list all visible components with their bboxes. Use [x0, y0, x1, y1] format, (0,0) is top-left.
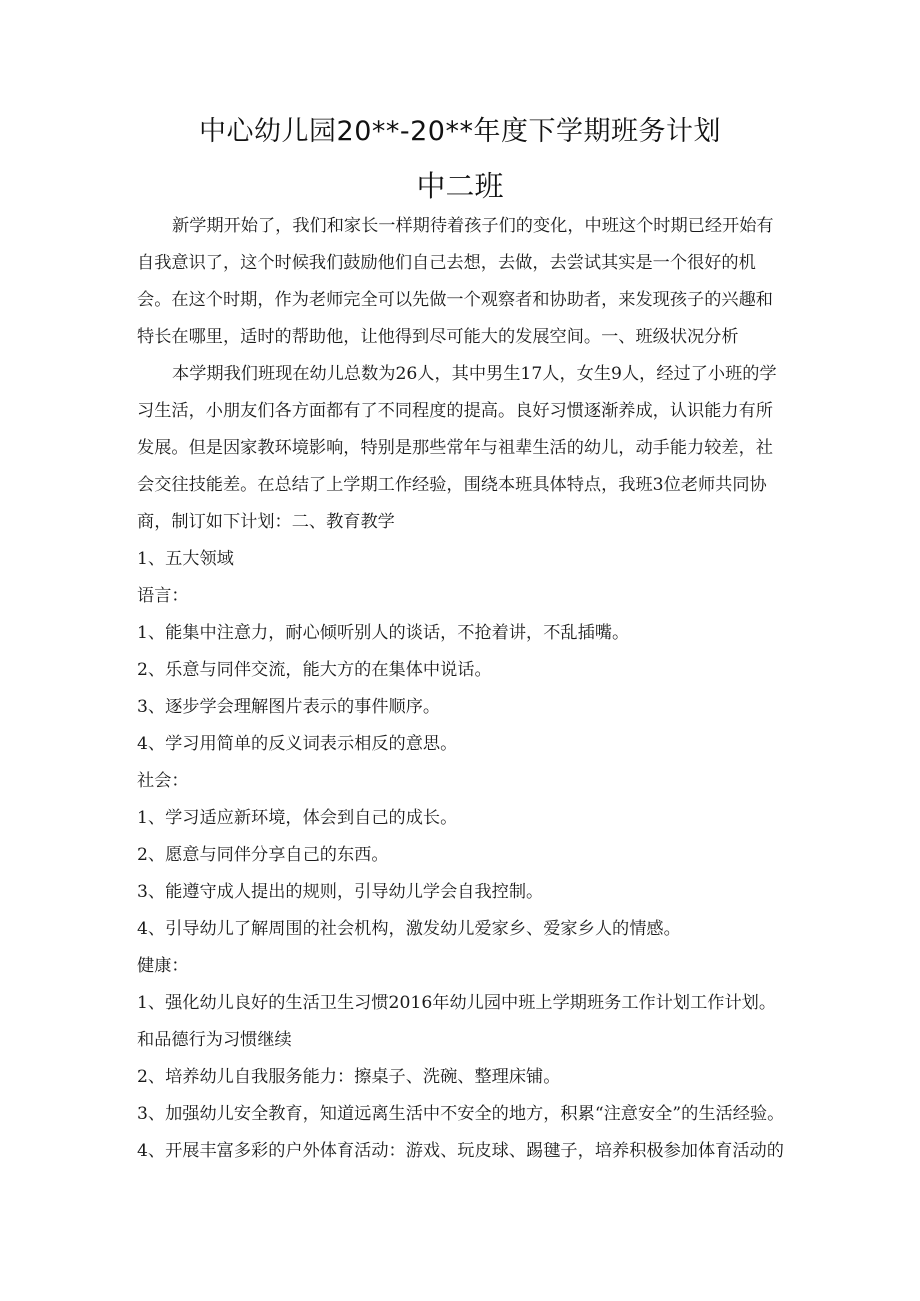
- society-heading: 社会：: [137, 771, 189, 791]
- class-name-subtitle: 中二班: [416, 169, 504, 203]
- health-heading: 健康：: [137, 956, 189, 976]
- health-item: 3、加强幼儿安全教育，知道远离生活中不安全的地方，积累“注意安全”的生活经验。: [137, 1104, 785, 1124]
- language-item: 3、逐步学会理解图片表示的事件顺序。: [137, 697, 441, 717]
- society-item: 4、引导幼儿了解周围的社会机构，激发幼儿爱家乡、爱家乡人的情感。: [137, 919, 681, 939]
- society-item: 1、学习适应新环境，体会到自己的成长。: [137, 808, 458, 828]
- section-heading-five-domains: 1、五大领域: [137, 549, 234, 569]
- intro-paragraph: 新学期开始了，我们和家长一样期待着孩子们的变化，中班这个时期已经开始有自我意识了，这个时候我们鼓励他们自己去想，去做，去尝试其实是一个很好的机会。在这个时期，作为老师完全可以先做一个观察者和协助者，来发现孩子的兴趣和特长在哪里，适时的帮助他，让他得到尽可能大的发展空间。一、班级状况分析: [137, 216, 774, 347]
- document-title: 中心幼儿园20**-20**年度下学期班务计划: [199, 116, 721, 147]
- document-body: [137, 208, 787, 1170]
- language-heading: 语言：: [137, 586, 189, 606]
- health-item: 2、培养幼儿自我服务能力：擦桌子、洗碗、整理床铺。: [137, 1067, 561, 1087]
- language-item: 4、学习用简单的反义词表示相反的意思。: [137, 734, 458, 754]
- society-item: 3、能遵守成人提出的规则，引导幼儿学会自我控制。: [137, 882, 544, 902]
- class-analysis-paragraph: 本学期我们班现在幼儿总数为26人，其中男生17人，女生9人，经过了小班的学习生活，小朋友们各方面都有了不同程度的提高。良好习惯逐渐养成，认识能力有所发展。但是因家教环境影响，特别是那些常年与祖辈生活的幼儿，动手能力较差，社会交往技能差。在总结了上学期工作经验，围绕本班具体特点，我班3位老师共同协商，制订如下计划：二、教育教学: [137, 364, 777, 532]
- health-item: 4、开展丰富多彩的户外体育活动：游戏、玩皮球、踢毽子，培养积极参加体育活动的: [137, 1141, 784, 1161]
- health-item: 1、强化幼儿良好的生活卫生习惯2016年幼儿园中班上学期班务工作计划工作计划。和品德行为习惯继续: [137, 993, 777, 1050]
- language-item: 1、能集中注意力，耐心倾听别人的谈话，不抢着讲，不乱插嘴。: [137, 623, 630, 643]
- language-item: 2、乐意与同伴交流，能大方的在集体中说话。: [137, 660, 492, 680]
- society-item: 2、愿意与同伴分享自己的东西。: [137, 845, 389, 865]
